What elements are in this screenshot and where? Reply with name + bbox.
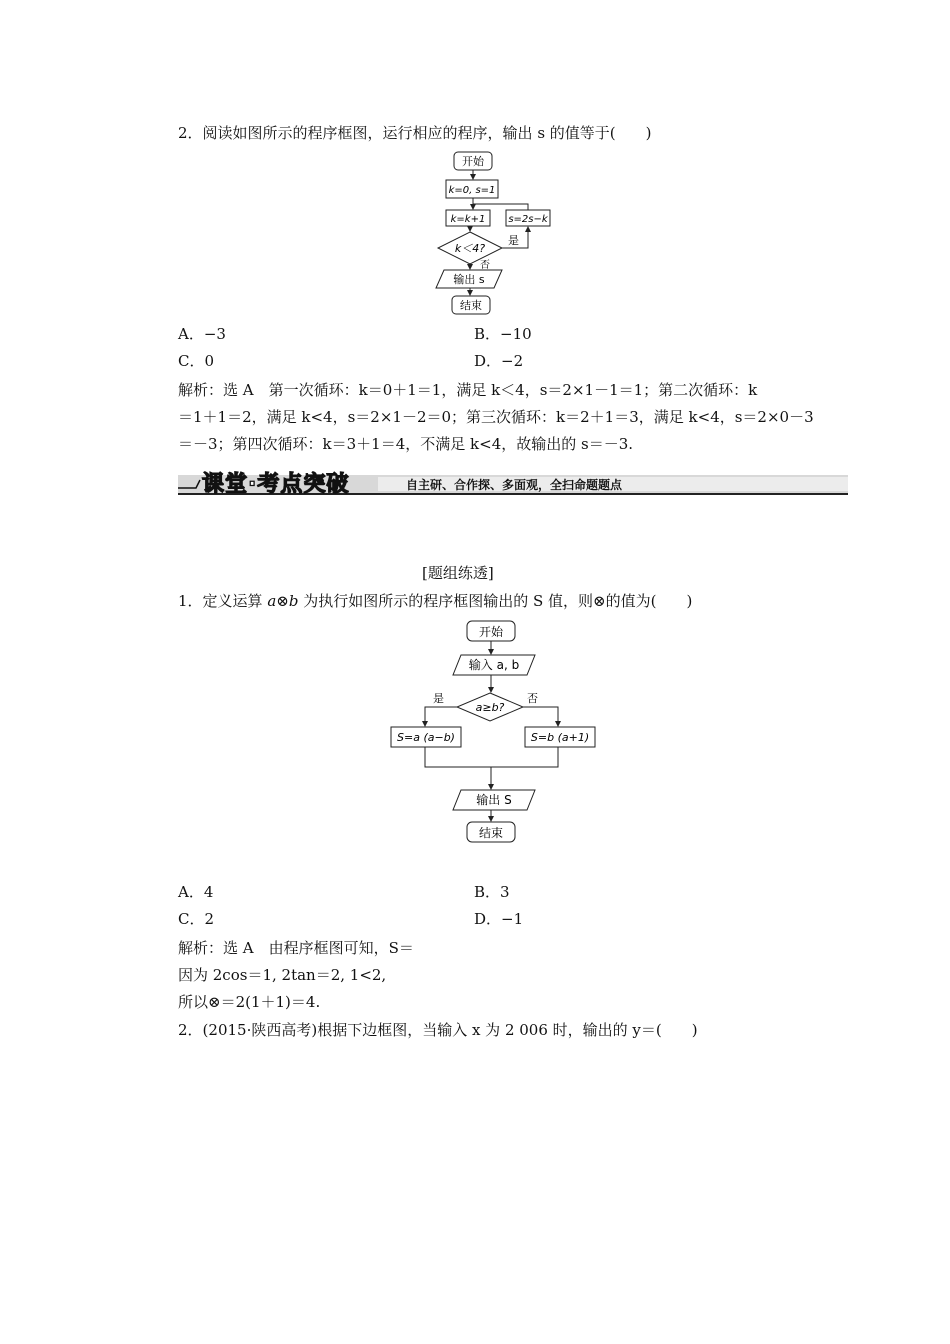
p1-question-prefix: 1．定义运算 <box>178 592 268 610</box>
banner-subtitle: 自主研、合作探、多面观，全扫命题题点 <box>406 478 623 492</box>
p1-start-label: 开始 <box>478 625 504 639</box>
p1-output-label: 输出 S <box>476 793 512 807</box>
p1-analysis-line: 因为 2cos＝1, 2tan＝2, 1<2, <box>178 966 387 984</box>
q1-option-c: C．0 <box>178 352 215 370</box>
p1-option-b: B．3 <box>474 883 510 901</box>
q1-no-label: 否 <box>480 260 490 271</box>
q1-end-label: 结束 <box>460 299 482 312</box>
q1-cond-label: k＜4? <box>454 242 486 255</box>
q1-option-a: A．−3 <box>178 325 226 343</box>
q1-step-k-label: k=k+1 <box>450 214 486 225</box>
p1-cond-label: a≥b? <box>475 701 505 714</box>
p1-end-label: 结束 <box>478 826 504 840</box>
p1-right-label: S=b (a+1) <box>530 731 590 744</box>
section-banner <box>178 470 848 500</box>
p1-left-label: S=a (a−b) <box>397 731 455 744</box>
p1-option-c: C．2 <box>178 910 215 928</box>
q1-start-label: 开始 <box>462 155 484 168</box>
q1-option-b: B．−10 <box>474 325 532 343</box>
q1-yes-label: 是 <box>508 234 519 247</box>
q1-analysis-line: ＝1＋1＝2，满足 k<4，s＝2×1－2＝0；第三次循环：k＝2＋1＝3，满足 k<4，s＝2×0－3 <box>178 408 814 426</box>
p1-yes-label: 是 <box>433 692 444 705</box>
q1-init-label: k=0, s=1 <box>448 185 496 196</box>
p1-question <box>178 591 692 611</box>
section-title: [题组练透] <box>422 564 494 582</box>
p1-option-d: D．−1 <box>474 910 524 928</box>
q1-option-d: D．−2 <box>474 352 524 370</box>
p1-question-expr: a⊗b <box>267 592 299 610</box>
flowchart-operation <box>385 617 600 852</box>
banner-title: 课堂·考点突破 <box>202 472 350 497</box>
p1-analysis-line: 解析：选 A 由程序框图可知，S＝ <box>178 939 414 957</box>
p1-option-a: A．4 <box>178 883 214 901</box>
q1-question: 2．阅读如图所示的程序框图，运行相应的程序，输出 s 的值等于( ) <box>178 124 652 142</box>
p1-analysis-line: 所以⊗＝2(1＋1)＝4. <box>178 993 321 1011</box>
q1-analysis-line: 解析：选 A 第一次循环：k＝0＋1＝1，满足 k＜4，s＝2×1－1＝1；第二次循环：k <box>178 381 758 399</box>
p1-input-label: 输入 a, b <box>468 658 520 672</box>
p1-no-label: 否 <box>527 692 538 705</box>
q1-analysis-line: ＝－3；第四次循环：k＝3＋1＝4，不满足 k<4，故输出的 s＝－3. <box>178 435 634 453</box>
p1-question-suffix: 为执行如图所示的程序框图输出的 S 值，则⊗的值为( ) <box>298 592 693 610</box>
q1-step-s-label: s=2s−k <box>508 214 548 225</box>
p2-question: 2．(2015·陕西高考)根据下边框图，当输入 x 为 2 006 时，输出的 y＝( ) <box>178 1021 698 1039</box>
flowchart-loop <box>430 150 570 320</box>
q1-output-label: 输出 s <box>453 273 485 286</box>
